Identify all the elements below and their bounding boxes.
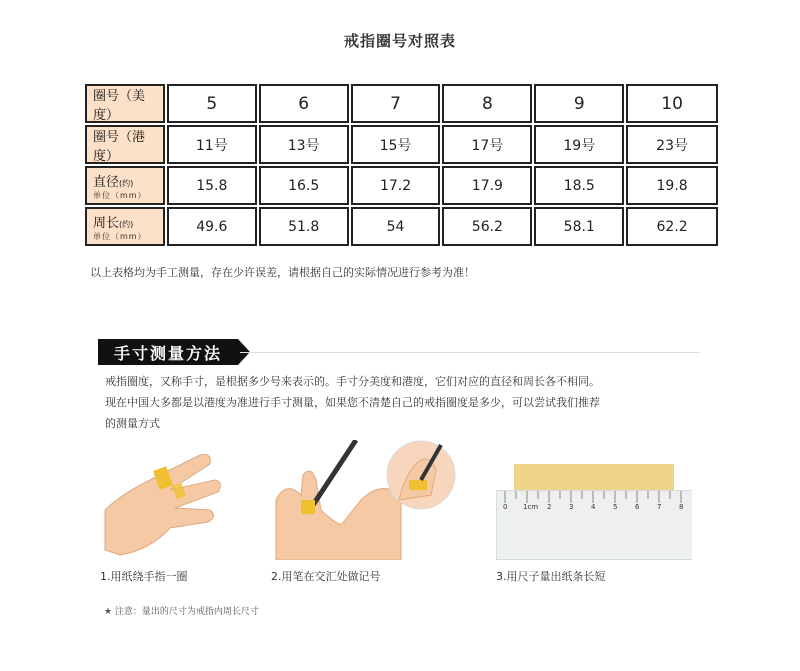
table-cell: 13号 [259,125,349,164]
step1-caption: 1.用纸绕手指一圈 [100,570,188,583]
step2-image [271,440,461,560]
ruler-icon [496,490,692,560]
row-header-us-size [85,84,165,123]
divider [240,352,700,353]
ruler-label: 4 [591,503,596,511]
step3-caption: 3.用尺子量出纸条长短 [496,570,606,583]
ruler-label: 5 [613,503,618,511]
row-header-label [93,171,133,190]
table-row [85,84,718,123]
row-header-unit: 单位（mm） [93,231,147,241]
step2-caption: 2.用笔在交汇处做记号 [271,570,381,583]
table-cell: 5 [167,84,257,123]
table-row [85,207,718,246]
table-cell: 15号 [351,125,441,164]
table-cell: 17.9 [442,166,532,205]
intro-paragraph-1: 戒指圈度，又称手寸，是根据多少号来表示的。手寸分美度和港度，它们对应的直径和周长各不相同。 [105,375,600,388]
table-row [85,166,718,205]
row-header-diameter [85,166,165,205]
step1-image [100,440,225,560]
row-header-approx: (约) [119,219,134,229]
table-cell: 51.8 [259,207,349,246]
ruler-label: 0 [503,503,508,511]
table-cell: 54 [351,207,441,246]
table-cell: 62.2 [626,207,718,246]
intro-paragraph-2: 现在中国大多都是以港度为准进行手寸测量，如果您不清楚自己的戒指圈度是多少，可以尝试我们推荐 [105,396,600,409]
table-cell: 9 [534,84,624,123]
row-header-label: 圈号（美度） [93,88,146,123]
footnote: ★ 注意：量出的尺寸为戒指内周长尺寸 [104,607,259,617]
size-table [85,84,718,248]
paper-strip [514,464,674,492]
ruler-label: 1cm [523,503,539,511]
row-header-main: 周长 [93,215,120,231]
table-cell: 18.5 [534,166,624,205]
row-header-approx: (约) [119,178,134,188]
table-cell: 8 [442,84,532,123]
table-cell: 17号 [442,125,532,164]
table-cell: 49.6 [167,207,257,246]
table-cell: 56.2 [442,207,532,246]
table-cell: 11号 [167,125,257,164]
ruler-label: 7 [657,503,662,511]
table-cell: 17.2 [351,166,441,205]
table-cell: 16.5 [259,166,349,205]
page-title: 戒指圈号对照表 [343,32,456,50]
ruler-label: 2 [547,503,552,511]
step3-image [496,440,692,560]
ruler-label: 8 [679,503,684,511]
row-header-label: 圈号（港度） [93,129,146,164]
row-header-hk-size [85,125,165,164]
ruler-label: 3 [569,503,574,511]
table-note: 以上表格均为手工测量，存在少许误差，请根据自己的实际情况进行参考为准！ [90,266,475,279]
ruler-label: 6 [635,503,640,511]
table-cell: 19号 [534,125,624,164]
table-cell: 15.8 [167,166,257,205]
row-header-main: 直径 [93,174,120,190]
table-cell: 23号 [626,125,718,164]
table-cell: 6 [259,84,349,123]
row-header-unit: 单位（mm） [93,190,147,200]
table-cell: 7 [351,84,441,123]
section-title: 手寸测量方法 [98,339,238,365]
table-cell: 19.8 [626,166,718,205]
table-cell: 10 [626,84,718,123]
table-row [85,125,718,164]
table-cell: 58.1 [534,207,624,246]
hand-with-pen-icon [271,440,461,560]
hand-with-paper-icon [100,440,225,560]
row-header-circumference [85,207,165,246]
intro-paragraph-3: 的测量方式 [105,417,160,430]
row-header-label [93,212,133,231]
ruler-labels [497,503,692,517]
